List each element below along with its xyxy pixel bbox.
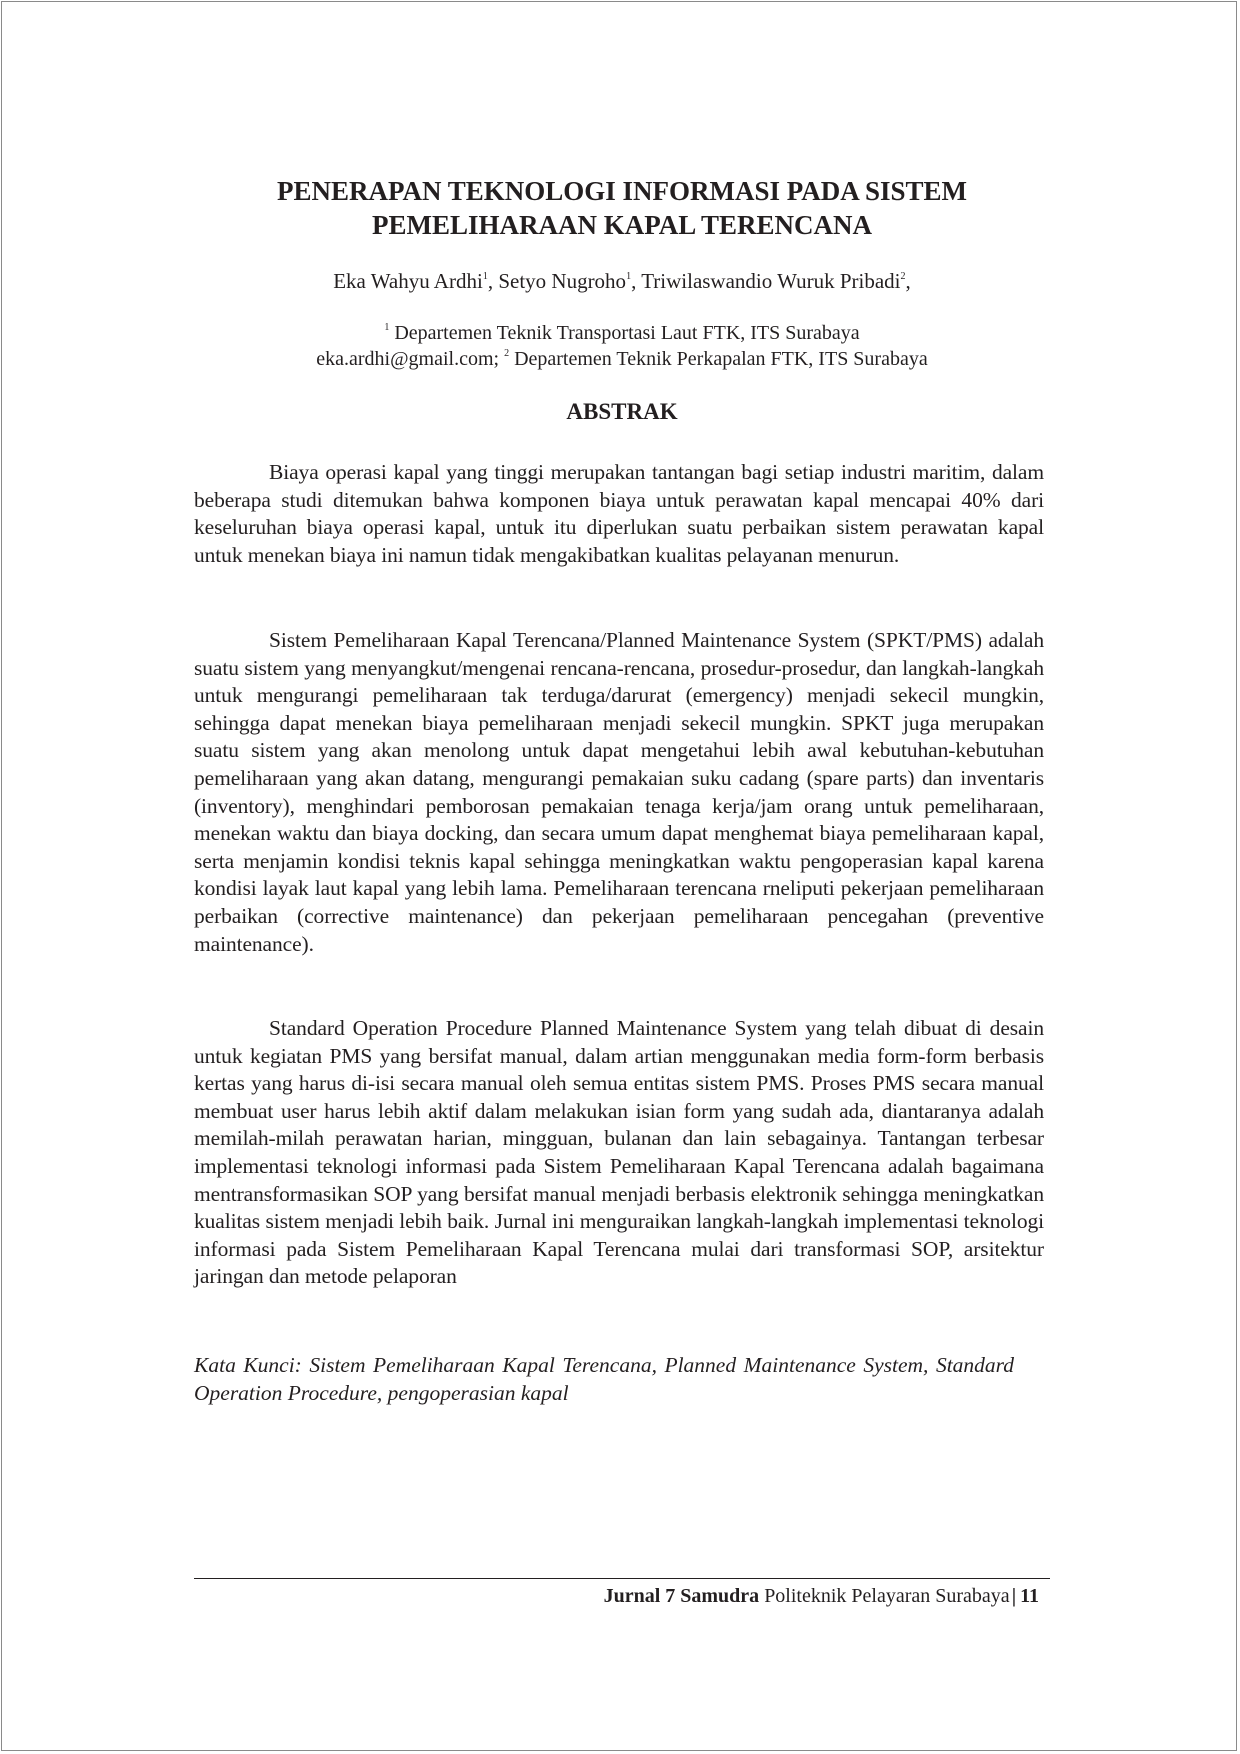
author-name: Eka Wahyu Ardhi [333,269,483,293]
institution-name: Politeknik Pelayaran Surabaya [759,1585,1010,1607]
abstract-heading: ABSTRAK [566,399,678,424]
affiliations [162,320,1082,372]
abstract-paragraph: Standard Operation Procedure Planned Maintenance System yang telah dibuat di desain untuk kegiatan PMS yang bersifat manual, dalam artian menggunakan media form-form berbasis kertas yang harus di-isi secara manual oleh semua entitas sistem PMS. Proses PMS secara manual membuat user harus lebih aktif dalam melakukan isian form yang sudah ada, diantaranya adalah memilah-milah perawatan harian, mingguan, bulanan dan lain sebagainya. Tantangan terbesar implementasi teknologi informasi pada Sistem Pemeliharaan Kapal Terencana adalah bagaimana mentransformasikan SOP yang bersifat manual menjadi berbasis elektronik sehingga meningkatkan kualitas sistem menjadi lebih baik. Jurnal ini menguraikan langkah-langkah implementasi teknologi informasi pada Sistem Pemeliharaan Kapal Terencana mulai dari transformasi SOP, arsitektur jaringan dan metode pelaporan [194,1016,1044,1289]
author-name: Triwilaswandio Wuruk Pribadi [641,269,901,293]
document-page [1,1,1237,1751]
abstract-paragraph: Biaya operasi kapal yang tinggi merupakan tantangan bagi setiap industri maritim, dalam beberapa studi ditemukan bahwa komponen biaya untuk perawatan kapal mencapai 40% dari keseluruhan biaya operasi kapal, untuk itu diperlukan suatu perbaikan sistem perawatan kapal untuk menekan biaya ini namun tidak mengakibatkan kualitas pelayanan menurun. [194,460,1044,567]
affiliation-mark: 2 [504,348,510,359]
author-affiliation-mark: 1 [626,271,632,282]
title-line-1: PENERAPAN TEKNOLOGI INFORMASI PADA SISTEM [276,176,968,206]
journal-name: Jurnal 7 Samudra [603,1585,760,1607]
affiliation-text: Departemen Teknik Perkapalan FTK, ITS Surabaya [509,348,928,370]
author-email: eka.ardhi@gmail.com; [316,348,505,370]
author-list [162,268,1082,294]
affiliation-text: Departemen Teknik Transportasi Laut FTK, ITS Surabaya [389,322,860,344]
affiliation-mark: 1 [384,322,390,333]
affiliation-line-1 [162,320,1082,346]
author-separator: , [905,269,911,293]
author-affiliation-mark: 2 [900,271,906,282]
title-line-2: PEMELIHARAAN KAPAL TERENCANA [371,210,873,240]
page-footer [604,1583,1039,1609]
author-separator: , [487,269,499,293]
author-name: Setyo Nugroho [498,269,627,293]
abstract-paragraph: Sistem Pemeliharaan Kapal Terencana/Planned Maintenance System (SPKT/PMS) adalah suatu sistem yang menyangkut/mengenai rencana-rencana, prosedur-prosedur, dan langkah-langkah untuk mengurangi pemeliharaan tak terduga/darurat (emergency) menjadi sekecil mungkin, sehingga dapat menekan biaya pemeliharaan menjadi sekecil mungkin. SPKT juga merupakan suatu sistem yang akan menolong untuk dapat mengetahui lebih awal kebutuhan-kebutuhan pemeliharaan yang akan datang, mengurangi pemakaian suku cadang (spare parts) dan inventaris (inventory), menghindari pemborosan pemakaian tenaga kerja/jam orang untuk pemeliharaan, menekan waktu dan biaya docking, dan secara umum dapat menghemat biaya pemeliharaan kapal, serta menjamin kondisi teknis kapal sehingga meningkatkan waktu pengoperasian kapal karena kondisi layak laut kapal yang lebih lama. Pemeliharaan terencana rneliputi pekerjaan pemeliharaan perbaikan (corrective maintenance) dan pekerjaan pemeliharaan pencegahan (preventive maintenance). [194,628,1044,956]
paper-title [162,174,1082,242]
footer-divider [194,1578,1050,1579]
footer-separator: | [1011,1585,1017,1607]
keywords: Kata Kunci: Sistem Pemeliharaan Kapal Terencana, Planned Maintenance System, Standard Operation Procedure, pengoperasian kapal [194,1353,1014,1405]
page-number: 11 [1020,1585,1039,1607]
affiliation-line-2 [162,346,1082,372]
author-separator: , [631,269,642,293]
author-affiliation-mark: 1 [482,271,488,282]
